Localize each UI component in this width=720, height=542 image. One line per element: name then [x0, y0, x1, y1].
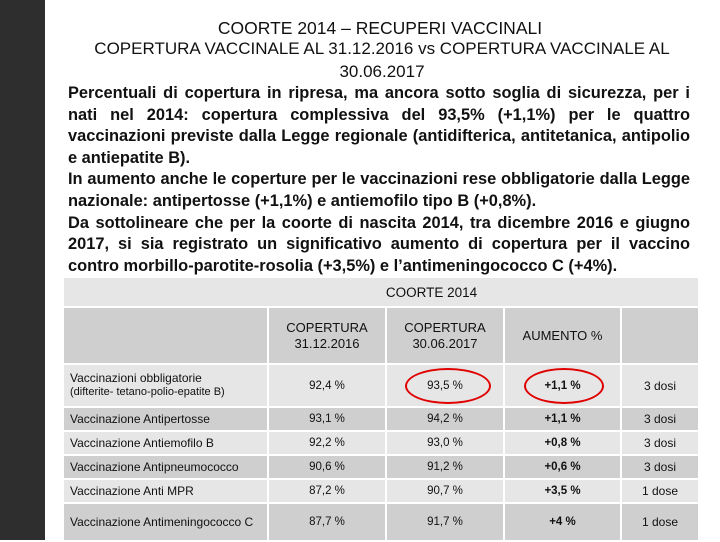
row-label: Vaccinazione Antimeningococco C [63, 503, 268, 541]
table-row [63, 479, 699, 503]
cell-coverage-2016: 87,2 % [268, 479, 386, 503]
slide-left-bar [0, 0, 45, 540]
cell-increase: +4 % [504, 503, 621, 541]
highlight-circle [524, 368, 604, 404]
table-title-row [63, 277, 699, 307]
table-row [63, 455, 699, 479]
highlight-circle-93-5 [427, 380, 463, 392]
cell-coverage-2017: 94,2 % [386, 407, 504, 431]
cell-doses: 3 dosi [621, 431, 699, 455]
cell-increase-value: +1,1 % [544, 379, 581, 392]
table-row [63, 431, 699, 455]
header-increase: AUMENTO % [504, 307, 621, 364]
table-title: COORTE 2014 [63, 277, 699, 307]
paragraph-overall-coverage: Percentuali di copertura in ripresa, ma ancora sotto soglia di sicurezza, per i nati nel 2014: copertura complessiva del 93,5% (+1,1%) per le quattro vaccinazioni previste dalla Legge regionale (antidifterica, antitetanica, antipolio e antiepatite B). [68, 84, 690, 167]
header-doses-empty [621, 307, 699, 364]
row-label: Vaccinazione Antiemofilo B [63, 431, 268, 455]
row-label: Vaccinazione Anti MPR [63, 479, 268, 503]
header-coverage-2017-line1: COPERTURA [404, 319, 486, 335]
cell-doses: 3 dosi [621, 364, 699, 407]
header-empty-cell [63, 307, 268, 364]
header-coverage-2016 [268, 307, 386, 364]
cell-coverage-2016: 93,1 % [268, 407, 386, 431]
subtitle-line-1: COPERTURA VACCINALE AL 31.12.2016 vs COPERTURA VACCINALE AL [94, 39, 670, 58]
cell-coverage-2017-value: 93,5 % [427, 379, 463, 392]
cell-doses: 3 dosi [621, 407, 699, 431]
cell-coverage-2016: 90,6 % [268, 455, 386, 479]
header-coverage-2016-line1: COPERTURA [286, 319, 368, 335]
cell-doses: 1 dose [621, 503, 699, 541]
highlight-circle-increase [544, 380, 580, 392]
cell-coverage-2016: 92,4 % [268, 364, 386, 407]
cell-coverage-2016: 92,2 % [268, 431, 386, 455]
cell-coverage-2017: 90,7 % [386, 479, 504, 503]
table-row [63, 407, 699, 431]
coverage-table [62, 276, 700, 542]
cell-increase: +3,5 % [504, 479, 621, 503]
table-header-row [63, 307, 699, 364]
cell-doses: 3 dosi [621, 455, 699, 479]
table-row [63, 364, 699, 407]
header-coverage-2016-line2: 31.12.2016 [294, 335, 360, 351]
paragraph-mpr-meningococco: Da sottolineare che per la coorte di nascita 2014, tra dicembre 2016 e giugno 2017, si sia registrato un significativo aumento di copertura per il vaccino contro morbillo-parotite-rosolia (+3,5%) e l’antimeningococco C (+4%). [68, 213, 690, 275]
subtitle-line-2: 30.06.2017 [339, 62, 425, 81]
slide-body-text [68, 83, 690, 277]
cell-increase: +0,6 % [504, 455, 621, 479]
cell-increase [504, 364, 621, 407]
slide-subtitle [62, 37, 702, 83]
row-label: Vaccinazione Antipneumococco [63, 455, 268, 479]
cell-coverage-2017: 91,7 % [386, 503, 504, 541]
highlight-circle [405, 368, 491, 404]
cell-increase: +1,1 % [504, 407, 621, 431]
cell-coverage-2017: 91,2 % [386, 455, 504, 479]
row-label: Vaccinazione Antipertosse [63, 407, 268, 431]
cell-increase: +0,8 % [504, 431, 621, 455]
cell-coverage-2017 [386, 364, 504, 407]
row-label [63, 364, 268, 407]
row-label-sub: (difterite- tetano-polio-epatite B) [70, 386, 225, 398]
cell-coverage-2016: 87,7 % [268, 503, 386, 541]
slide-title: COORTE 2014 – RECUPERI VACCINALI [217, 18, 543, 38]
paragraph-national-law: In aumento anche le coperture per le vaccinazioni rese obbligatorie dalla Legge nazionale: antipertosse (+1,1%) e antiemofilo tipo B (+0,8%). [68, 170, 690, 210]
cell-coverage-2017: 93,0 % [386, 431, 504, 455]
row-label-main: Vaccinazioni obbligatorie [70, 371, 202, 385]
table-row [63, 503, 699, 541]
cell-doses: 1 dose [621, 479, 699, 503]
header-coverage-2017 [386, 307, 504, 364]
header-coverage-2017-line2: 30.06.2017 [412, 335, 478, 351]
